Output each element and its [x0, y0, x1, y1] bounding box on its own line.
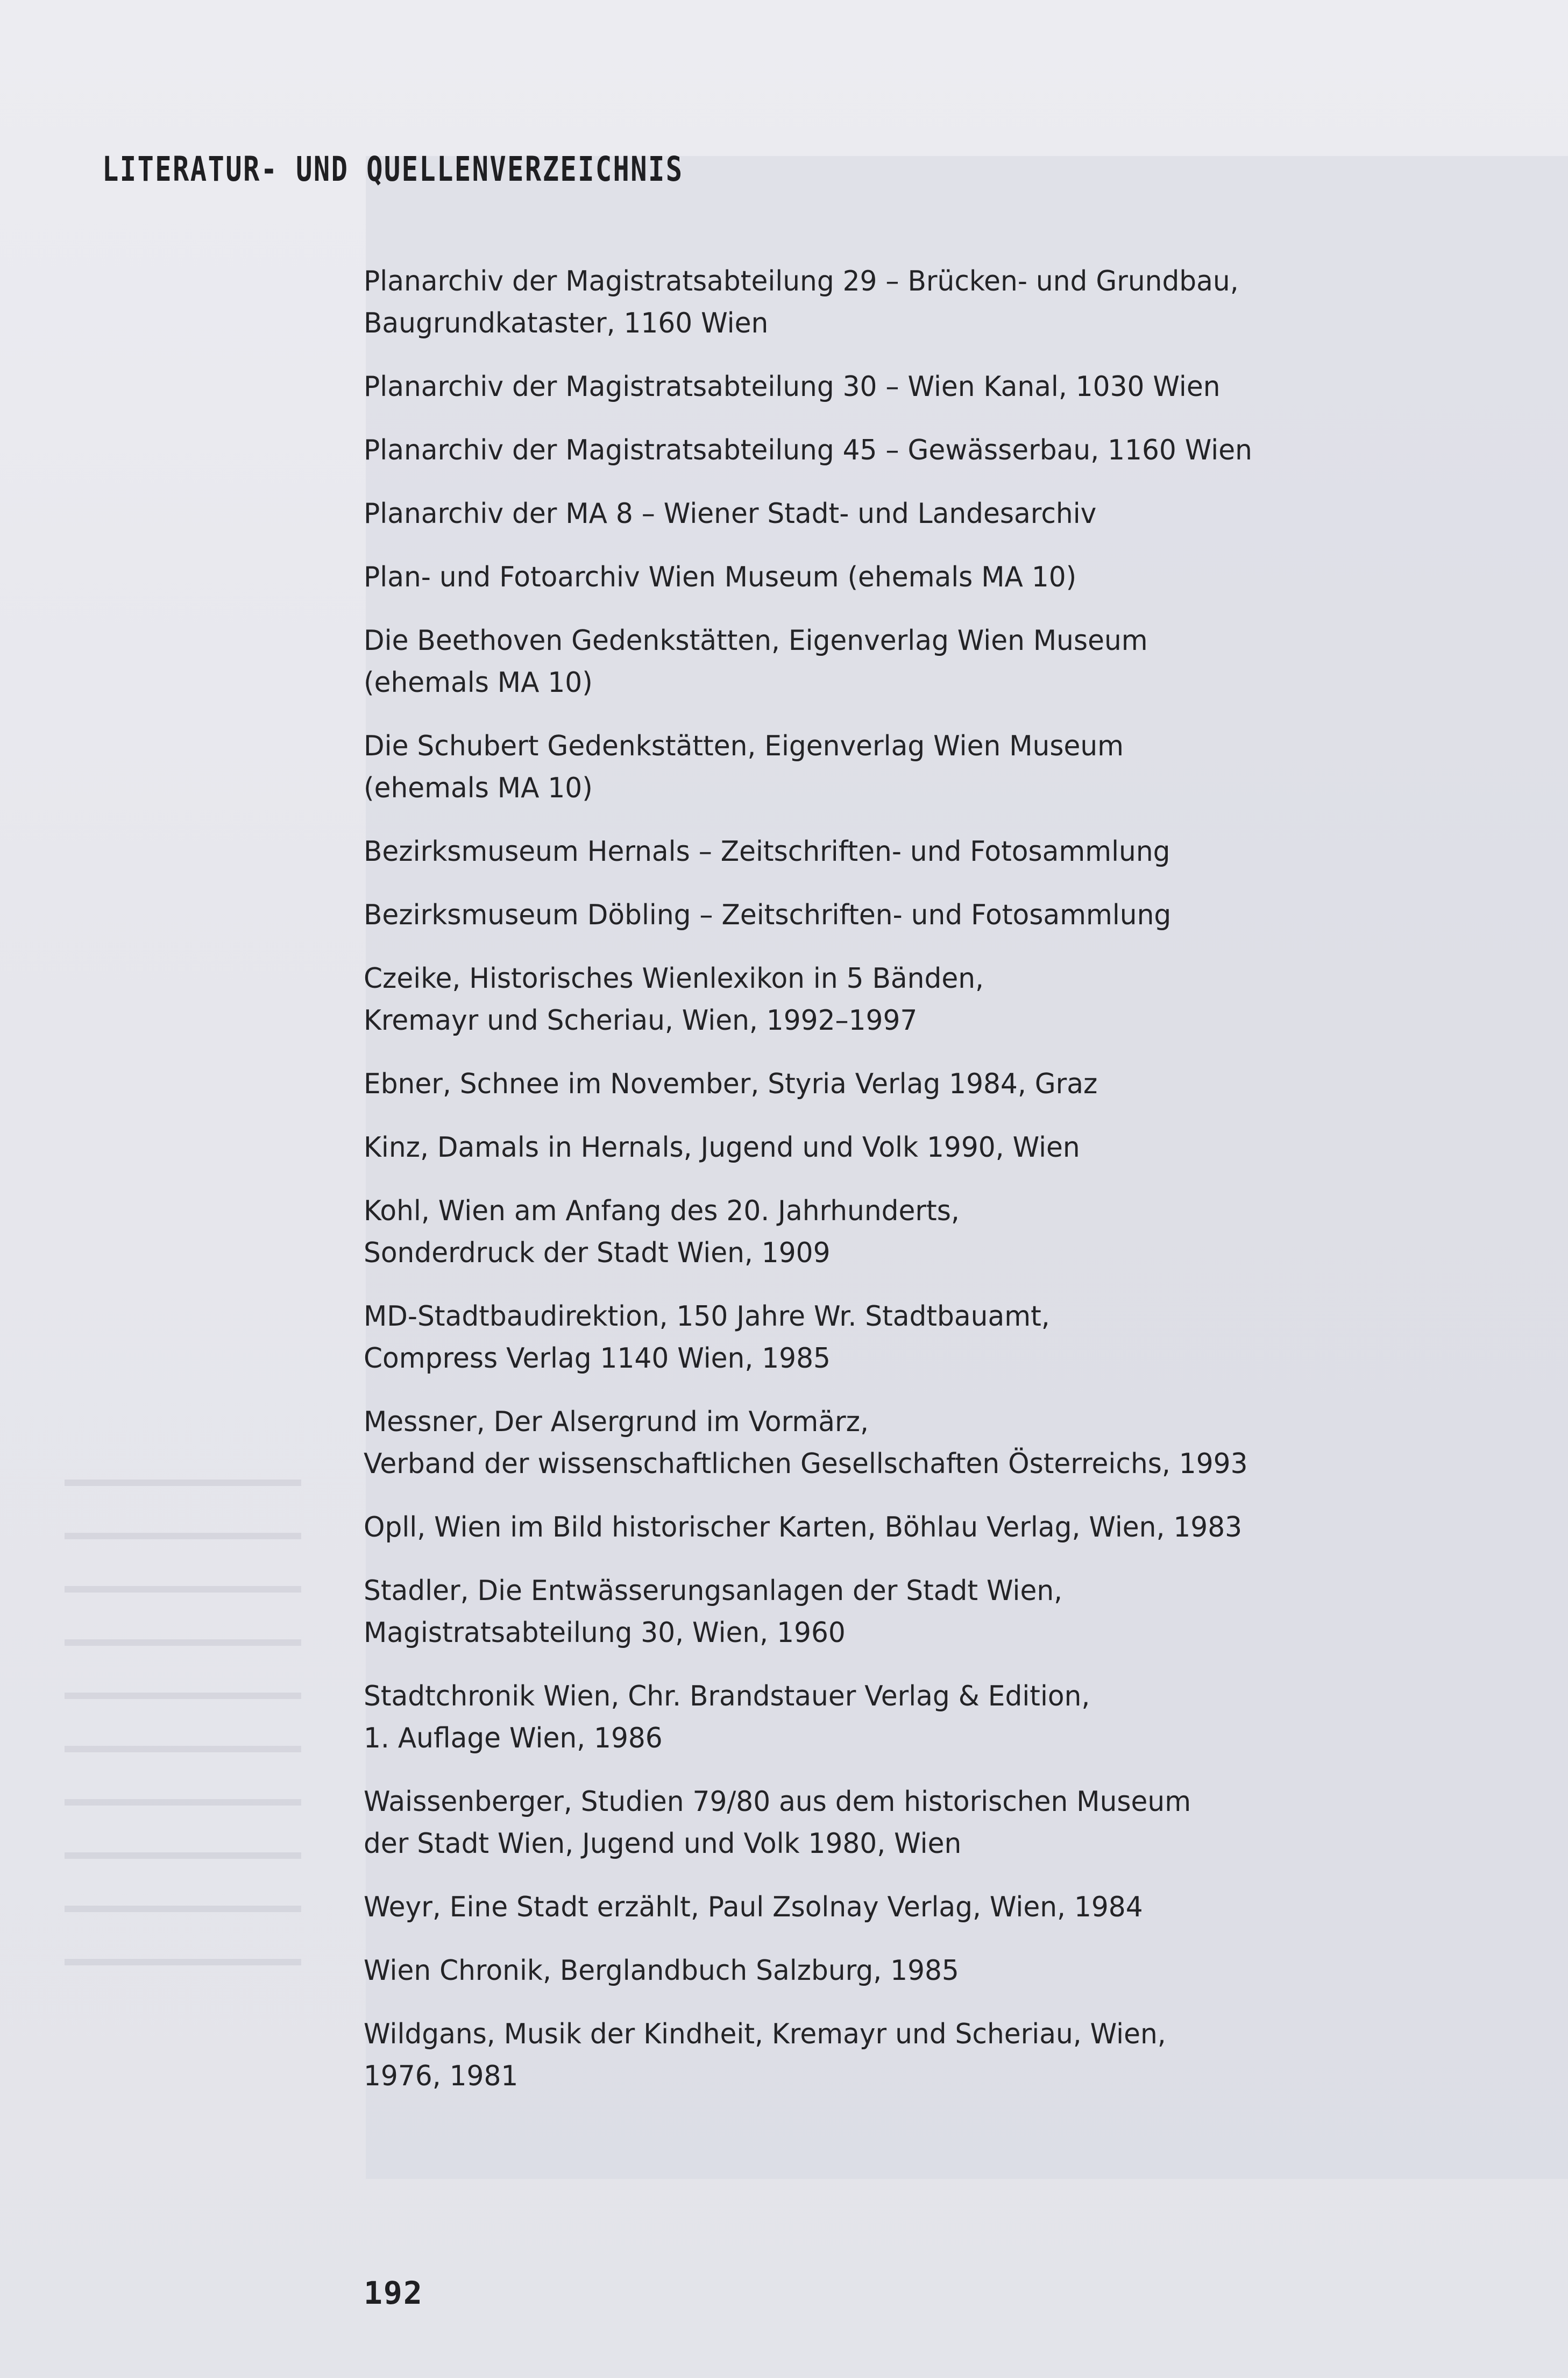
bibliography-entry-line-1: Stadler, Die Entwässerungsanlagen der Stadt Wien, [364, 1575, 1063, 1607]
bibliography-entry [364, 1675, 1278, 1759]
bibliography-entry [364, 831, 1278, 873]
bibliography-entry-line-2: 1976, 1981 [364, 2060, 519, 2092]
bibliography-entry [364, 429, 1278, 471]
bibliography-entry [364, 1190, 1278, 1274]
section-heading: LITERATUR- UND QUELLENVERZEICHNIS [102, 150, 684, 189]
bibliography-entry-line-1: Stadtchronik Wien, Chr. Brandstauer Verlag & Edition, [364, 1680, 1090, 1712]
bibliography-entry-line-1: Bezirksmuseum Hernals – Zeitschriften- und Fotosammlung [364, 836, 1170, 868]
bibliography-entry [364, 1506, 1278, 1548]
bibliography-entry-line-2: Compress Verlag 1140 Wien, 1985 [364, 1342, 831, 1375]
bibliography-entry-line-1: Czeike, Historisches Wienlexikon in 5 Bänden, [364, 962, 984, 995]
bibliography-entry-line-1: Bezirksmuseum Döbling – Zeitschriften- und Fotosammlung [364, 899, 1172, 931]
bibliography-entry-line-1: Plan- und Fotoarchiv Wien Museum (ehemals MA 10) [364, 561, 1077, 593]
bibliography-entry [364, 894, 1278, 936]
bibliography-entry-line-1: Planarchiv der Magistratsabteilung 45 – Gewässerbau, 1160 Wien [364, 434, 1252, 466]
bibliography-entry-line-2: Magistratsabteilung 30, Wien, 1960 [364, 1617, 846, 1649]
bibliography-entry [364, 493, 1278, 535]
bibliography-entry [364, 958, 1278, 1042]
bibliography-entry [364, 1886, 1278, 1928]
bibliography-entry-line-1: Planarchiv der Magistratsabteilung 30 – Wien Kanal, 1030 Wien [364, 371, 1221, 403]
bibliography-entry [364, 725, 1278, 809]
show-through-margin-lines [65, 1442, 301, 1980]
bibliography-entry [364, 366, 1278, 408]
bibliography-entry-line-1: Opll, Wien im Bild historischer Karten, Böhlau Verlag, Wien, 1983 [364, 1511, 1243, 1544]
bibliography-entry-line-1: Wien Chronik, Berglandbuch Salzburg, 1985 [364, 1955, 959, 1987]
bibliography-entry-line-2: 1. Auflage Wien, 1986 [364, 1722, 663, 1754]
bibliography-entry [364, 260, 1278, 344]
bibliography-entry-line-1: Wildgans, Musik der Kindheit, Kremayr und Scheriau, Wien, [364, 2018, 1166, 2050]
bibliography-entry-line-1: MD-Stadtbaudirektion, 150 Jahre Wr. Stadtbauamt, [364, 1300, 1050, 1333]
bibliography-entry [364, 1570, 1278, 1654]
bibliography-entry-line-2: (ehemals MA 10) [364, 667, 593, 699]
bibliography-entry-line-1: Ebner, Schnee im November, Styria Verlag 1984, Graz [364, 1068, 1098, 1100]
bibliography-entry-line-1: Die Schubert Gedenkstätten, Eigenverlag Wien Museum [364, 730, 1124, 762]
bibliography-entry-line-1: Die Beethoven Gedenkstätten, Eigenverlag Wien Museum [364, 625, 1148, 657]
page-number: 192 [364, 2275, 423, 2311]
bibliography-entry-line-1: Waissenberger, Studien 79/80 aus dem historischen Museum [364, 1786, 1191, 1818]
bibliography-entry-line-1: Weyr, Eine Stadt erzählt, Paul Zsolnay Verlag, Wien, 1984 [364, 1891, 1143, 1923]
bibliography-entry [364, 1127, 1278, 1169]
bibliography-entry [364, 1296, 1278, 1379]
bibliography-entry-line-1: Kinz, Damals in Hernals, Jugend und Volk 1990, Wien [364, 1131, 1080, 1164]
bibliography-entry [364, 1063, 1278, 1105]
bibliography-list [364, 260, 1278, 2119]
bibliography-entry-line-2: Verband der wissenschaftlichen Gesellschaften Österreichs, 1993 [364, 1448, 1248, 1480]
bibliography-entry-line-2: (ehemals MA 10) [364, 772, 593, 804]
bibliography-entry-line-2: der Stadt Wien, Jugend und Volk 1980, Wien [364, 1828, 962, 1860]
bibliography-entry-line-2: Sonderdruck der Stadt Wien, 1909 [364, 1237, 831, 1269]
bibliography-entry-line-2: Baugrundkataster, 1160 Wien [364, 307, 769, 339]
bibliography-entry-line-2: Kremayr und Scheriau, Wien, 1992–1997 [364, 1004, 918, 1037]
bibliography-entry-line-1: Kohl, Wien am Anfang des 20. Jahrhunderts, [364, 1195, 960, 1227]
bibliography-entry [364, 556, 1278, 598]
bibliography-entry-line-1: Planarchiv der MA 8 – Wiener Stadt- und Landesarchiv [364, 498, 1097, 530]
bibliography-entry [364, 2013, 1278, 2097]
bibliography-entry [364, 620, 1278, 704]
bibliography-entry-line-1: Messner, Der Alsergrund im Vormärz, [364, 1406, 869, 1438]
bibliography-entry [364, 1401, 1278, 1485]
bibliography-entry [364, 1950, 1278, 1992]
bibliography-entry [364, 1781, 1278, 1865]
bibliography-entry-line-1: Planarchiv der Magistratsabteilung 29 – Brücken- und Grundbau, [364, 265, 1239, 298]
